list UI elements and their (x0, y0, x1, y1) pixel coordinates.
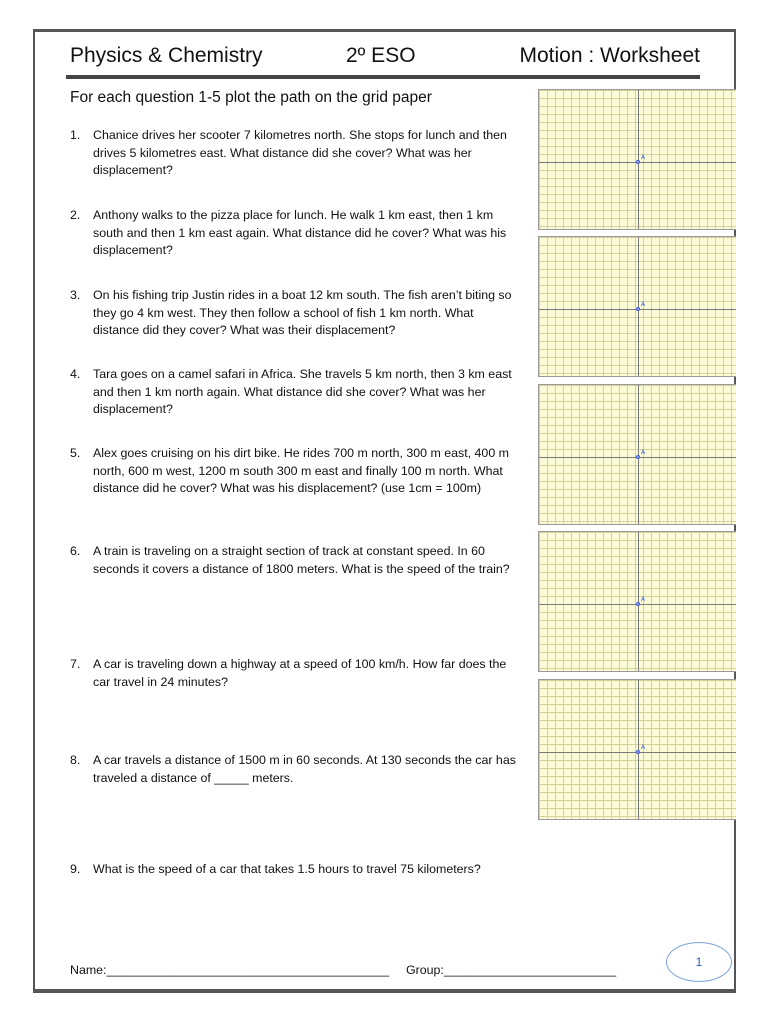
question-number: 1. (70, 128, 81, 142)
origin-point (636, 455, 640, 459)
header-topic: Motion : Worksheet (519, 44, 700, 67)
origin-label: A (641, 154, 646, 161)
question-text: On his fishing trip Justin rides in a boat 12 km south. The fish aren’t biting so they go 4 km west. They then follow a school of fish 1 km north. What distance did they cover? What was their displacement? (93, 288, 512, 337)
grid-panel-3 (538, 384, 736, 525)
grid-panel-4 (538, 531, 736, 672)
header-level: 2º ESO (346, 44, 416, 67)
page-number: 1 (666, 942, 732, 982)
origin-point (636, 307, 640, 311)
page-border-bottom (33, 989, 736, 993)
question-number: 4. (70, 367, 81, 381)
question-text: Anthony walks to the pizza place for lunch. He walk 1 km east, then 1 km south and then 1 km east again. What distance did he cover? What was his displacement? (93, 208, 507, 257)
grid-panel-1 (538, 89, 736, 230)
question-number: 6. (70, 544, 81, 558)
origin-label: A (641, 596, 646, 603)
group-field[interactable]: Group:_________________________ (406, 963, 617, 977)
question-number: 2. (70, 208, 81, 222)
origin-point (636, 160, 640, 164)
worksheet-header (70, 44, 700, 74)
question-number: 7. (70, 657, 81, 671)
question-text: A car travels a distance of 1500 m in 60 seconds. At 130 seconds the car has traveled a distance of _____ meters. (93, 753, 516, 785)
origin-point (636, 750, 640, 754)
question-text: A train is traveling on a straight section of track at constant speed. In 60 seconds it covers a distance of 1800 meters. What is the speed of the train? (93, 544, 510, 576)
origin-point (636, 602, 640, 606)
question-text: Chanice drives her scooter 7 kilometres north. She stops for lunch and then drives 5 kilometres east. What distance did she cover? What was her displacement? (93, 128, 507, 177)
grid-panel-2 (538, 236, 736, 377)
origin-label: A (641, 449, 646, 456)
question-number: 3. (70, 288, 81, 302)
question-text: A car is traveling down a highway at a speed of 100 km/h. How far does the car travel in 24 minutes? (93, 657, 507, 689)
page-border-top (33, 29, 736, 32)
origin-label: A (641, 301, 646, 308)
question-number: 5. (70, 446, 81, 460)
header-rule (66, 75, 700, 79)
question-number: 8. (70, 753, 81, 767)
page-border-left (33, 29, 35, 993)
question-text: Alex goes cruising on his dirt bike. He rides 700 m north, 300 m east, 400 m north, 600 m west, 1200 m south 300 m east and finally 100 m north. What distance did he cover? What was his displacement? (use 1cm = 100m) (93, 446, 509, 495)
header-subject: Physics & Chemistry (70, 44, 263, 67)
name-field[interactable]: Name:_________________________________________ (70, 963, 390, 977)
question-number: 9. (70, 862, 81, 876)
question-text: Tara goes on a camel safari in Africa. She travels 5 km north, then 3 km east and then 1 km north again. What distance did she cover? What was her displacement? (93, 367, 512, 416)
instruction-text: For each question 1-5 plot the path on the grid paper (70, 89, 432, 106)
question-text: What is the speed of a car that takes 1.5 hours to travel 75 kilometers? (93, 862, 481, 876)
grid-panel-5 (538, 679, 736, 820)
origin-label: A (641, 744, 646, 751)
